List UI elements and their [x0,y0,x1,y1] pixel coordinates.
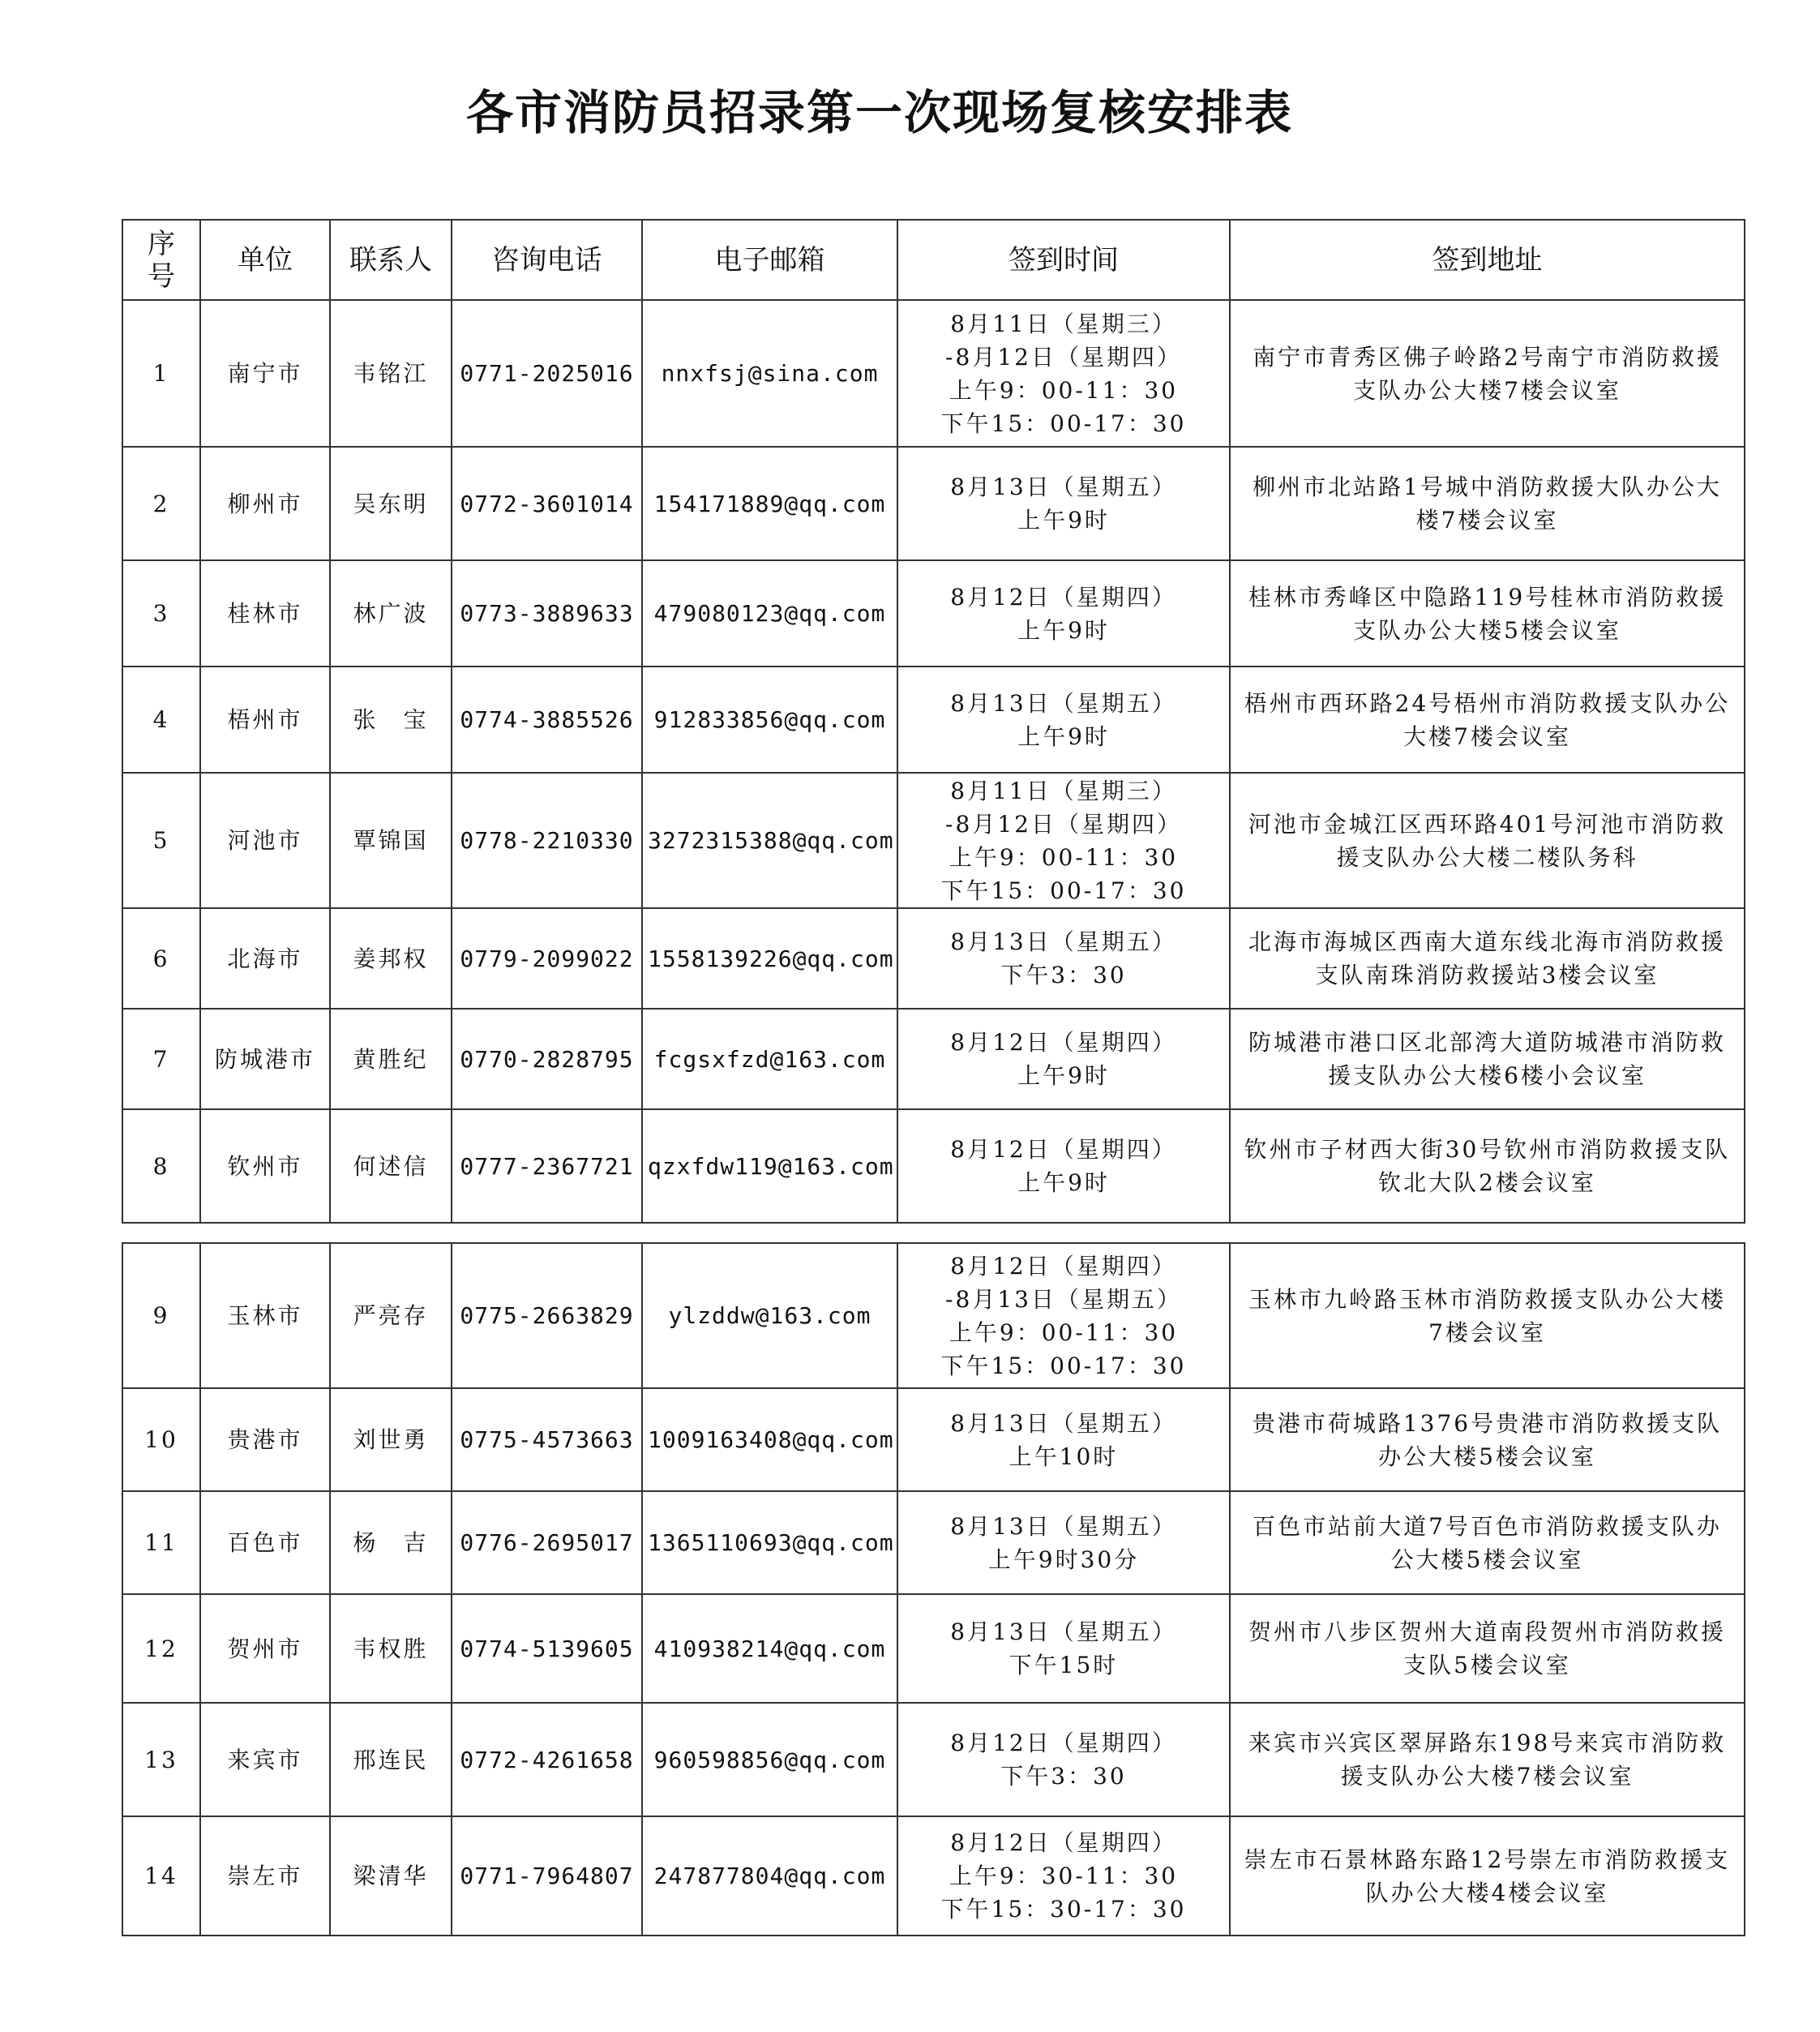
cell-contact: 吴东明 [330,447,452,560]
table-row [122,447,1745,560]
table-row [122,1594,1745,1703]
table-row [122,1816,1745,1936]
table-row [122,1243,1745,1388]
cell-phone: 0776-2695017 [452,1491,642,1594]
cell-address: 来宾市兴宾区翠屏路东198号来宾市消防救援支队办公大楼7楼会议室 [1230,1703,1745,1816]
cell-index: 8 [122,1109,200,1223]
cell-unit: 南宁市 [200,300,330,447]
cell-index: 10 [122,1388,200,1491]
cell-email: 154171889@qq.com [642,447,897,560]
cell-time: 8月13日（星期五） 上午9时 [897,447,1230,560]
cell-contact: 林广波 [330,560,452,667]
cell-email: qzxfdw119@163.com [642,1109,897,1223]
cell-contact: 黄胜纪 [330,1009,452,1109]
cell-address: 百色市站前大道7号百色市消防救援支队办公大楼5楼会议室 [1230,1491,1745,1594]
cell-time: 8月12日（星期四） 上午9时 [897,1109,1230,1223]
cell-contact: 梁清华 [330,1816,452,1936]
cell-unit: 贺州市 [200,1594,330,1703]
cell-time: 8月11日（星期三） -8月12日（星期四） 上午9：00-11：30 下午15：00-17：30 [897,773,1230,908]
cell-index: 4 [122,667,200,773]
cell-phone: 0775-4573663 [452,1388,642,1491]
cell-phone: 0774-5139605 [452,1594,642,1703]
cell-index: 3 [122,560,200,667]
cell-address: 崇左市石景林路东路12号崇左市消防救援支队办公大楼4楼会议室 [1230,1816,1745,1936]
cell-phone: 0773-3889633 [452,560,642,667]
cell-index: 12 [122,1594,200,1703]
cell-index: 11 [122,1491,200,1594]
cell-unit: 桂林市 [200,560,330,667]
cell-address: 玉林市九岭路玉林市消防救援支队办公大楼7楼会议室 [1230,1243,1745,1388]
header-index: 序号 [122,220,200,300]
header-address: 签到地址 [1230,220,1745,300]
cell-contact: 姜邦权 [330,908,452,1009]
cell-contact: 覃锦国 [330,773,452,908]
cell-unit: 防城港市 [200,1009,330,1109]
cell-time: 8月11日（星期三） -8月12日（星期四） 上午9：00-11：30 下午15：00-17：30 [897,300,1230,447]
cell-time: 8月12日（星期四） 上午9：30-11：30 下午15：30-17：30 [897,1816,1230,1936]
cell-phone: 0775-2663829 [452,1243,642,1388]
cell-time: 8月13日（星期五） 上午9时30分 [897,1491,1230,1594]
cell-index: 7 [122,1009,200,1109]
header-phone: 咨询电话 [452,220,642,300]
cell-time: 8月13日（星期五） 上午10时 [897,1388,1230,1491]
header-contact: 联系人 [330,220,452,300]
header-row [122,220,1745,300]
table-row [122,773,1745,908]
header-time: 签到时间 [897,220,1230,300]
cell-index: 9 [122,1243,200,1388]
cell-index: 14 [122,1816,200,1936]
cell-address: 梧州市西环路24号梧州市消防救援支队办公大楼7楼会议室 [1230,667,1745,773]
cell-email: fcgsxfzd@163.com [642,1009,897,1109]
cell-phone: 0774-3885526 [452,667,642,773]
table-row [122,908,1745,1009]
cell-phone: 0771-7964807 [452,1816,642,1936]
page-title: 各市消防员招录第一次现场复核安排表 [465,85,1293,140]
cell-time: 8月13日（星期五） 下午3：30 [897,908,1230,1009]
cell-phone: 0771-2025016 [452,300,642,447]
cell-index: 13 [122,1703,200,1816]
cell-unit: 钦州市 [200,1109,330,1223]
cell-email: 912833856@qq.com [642,667,897,773]
cell-email: 960598856@qq.com [642,1703,897,1816]
table-row [122,1388,1745,1491]
cell-contact: 张 宝 [330,667,452,773]
cell-time: 8月13日（星期五） 下午15时 [897,1594,1230,1703]
cell-address: 河池市金城江区西环路401号河池市消防救援支队办公大楼二楼队务科 [1230,773,1745,908]
cell-index: 6 [122,908,200,1009]
cell-contact: 严亮存 [330,1243,452,1388]
cell-address: 桂林市秀峰区中隐路119号桂林市消防救援支队办公大楼5楼会议室 [1230,560,1745,667]
cell-time: 8月12日（星期四） -8月13日（星期五） 上午9：00-11：30 下午15：00-17：30 [897,1243,1230,1388]
cell-email: nnxfsj@sina.com [642,300,897,447]
cell-unit: 百色市 [200,1491,330,1594]
table-row [122,560,1745,667]
cell-address: 钦州市子材西大街30号钦州市消防救援支队钦北大队2楼会议室 [1230,1109,1745,1223]
cell-time: 8月13日（星期五） 上午9时 [897,667,1230,773]
cell-address: 柳州市北站路1号城中消防救援大队办公大楼7楼会议室 [1230,447,1745,560]
cell-unit: 梧州市 [200,667,330,773]
cell-time: 8月12日（星期四） 上午9时 [897,560,1230,667]
cell-index: 1 [122,300,200,447]
cell-contact: 邢连民 [330,1703,452,1816]
cell-contact: 刘世勇 [330,1388,452,1491]
cell-unit: 北海市 [200,908,330,1009]
cell-unit: 玉林市 [200,1243,330,1388]
cell-email: 1009163408@qq.com [642,1388,897,1491]
cell-index: 2 [122,447,200,560]
cell-address: 北海市海城区西南大道东线北海市消防救援支队南珠消防救援站3楼会议室 [1230,908,1745,1009]
cell-email: 3272315388@qq.com [642,773,897,908]
table-row [122,1703,1745,1816]
cell-phone: 0770-2828795 [452,1009,642,1109]
cell-unit: 柳州市 [200,447,330,560]
table-row [122,300,1745,447]
schedule-table-part-2 [122,1242,1745,1936]
cell-email: ylzddw@163.com [642,1243,897,1388]
cell-phone: 0772-4261658 [452,1703,642,1816]
cell-contact: 杨 吉 [330,1491,452,1594]
cell-unit: 来宾市 [200,1703,330,1816]
cell-email: 410938214@qq.com [642,1594,897,1703]
cell-index: 5 [122,773,200,908]
table-row [122,667,1745,773]
cell-contact: 韦铭江 [330,300,452,447]
table-row [122,1109,1745,1223]
cell-unit: 贵港市 [200,1388,330,1491]
cell-time: 8月12日（星期四） 上午9时 [897,1009,1230,1109]
header-email: 电子邮箱 [642,220,897,300]
cell-address: 防城港市港口区北部湾大道防城港市消防救援支队办公大楼6楼小会议室 [1230,1009,1745,1109]
header-unit: 单位 [200,220,330,300]
cell-email: 1365110693@qq.com [642,1491,897,1594]
cell-contact: 何述信 [330,1109,452,1223]
cell-phone: 0778-2210330 [452,773,642,908]
cell-email: 247877804@qq.com [642,1816,897,1936]
cell-phone: 0777-2367721 [452,1109,642,1223]
table-row [122,1009,1745,1109]
cell-address: 贺州市八步区贺州大道南段贺州市消防救援支队5楼会议室 [1230,1594,1745,1703]
cell-email: 1558139226@qq.com [642,908,897,1009]
cell-email: 479080123@qq.com [642,560,897,667]
table-row [122,1491,1745,1594]
cell-time: 8月12日（星期四） 下午3：30 [897,1703,1230,1816]
cell-unit: 崇左市 [200,1816,330,1936]
cell-address: 贵港市荷城路1376号贵港市消防救援支队办公大楼5楼会议室 [1230,1388,1745,1491]
schedule-table-part-1 [122,219,1745,1224]
cell-unit: 河池市 [200,773,330,908]
cell-contact: 韦权胜 [330,1594,452,1703]
cell-phone: 0779-2099022 [452,908,642,1009]
cell-phone: 0772-3601014 [452,447,642,560]
cell-address: 南宁市青秀区佛子岭路2号南宁市消防救援支队办公大楼7楼会议室 [1230,300,1745,447]
